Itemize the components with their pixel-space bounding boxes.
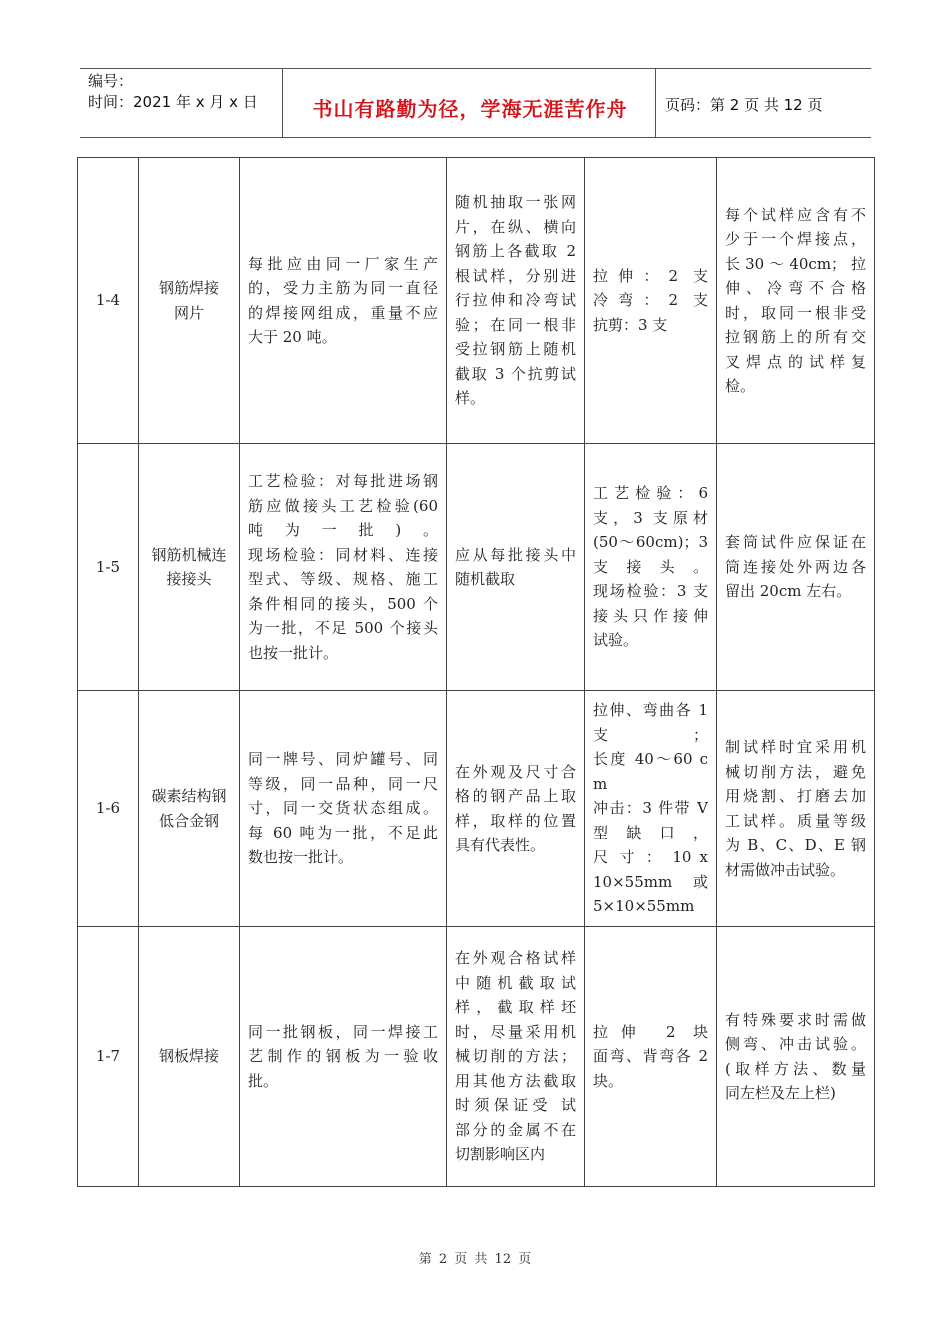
cell-text-line: 时须保证受 试 (455, 1096, 576, 1115)
cell-text-line: 筒连接处外两边各 (725, 557, 866, 576)
cell-text-line: 长 30 ～ 40cm； 拉 (725, 254, 866, 273)
batch-rule-cell (240, 158, 447, 444)
cell-text-line: 现场检验：3 支 (593, 582, 708, 601)
cell-text-line: (50～60cm)；3 (593, 533, 708, 552)
header-page-number: 页码：第 2 页 共 12 页 (665, 96, 823, 114)
cell-text-line: 格的钢产品上取 (455, 787, 576, 805)
cell-text-line: 条件相同的接头，500 个 (248, 594, 438, 613)
cell-text-line: 低合金钢 (158, 811, 219, 830)
cell-text-line: 具有代表性。 (455, 836, 546, 854)
cell-text-line: 尺 寸 ： 10 x (593, 848, 708, 867)
cell-text-line: 工艺检验：对每批进场钢 (248, 472, 438, 490)
cell-text-line: 样，截取样坯 (455, 998, 576, 1017)
cell-text-line: 为 B、C、D、E 钢 (725, 836, 866, 854)
cell-text-line: 截取 3 个抗剪试 (455, 364, 576, 383)
cell-text-line: 抗剪：3 支 (593, 315, 668, 334)
cell-text-line: 在外观及尺寸合 (455, 762, 576, 781)
cell-text-line: 械切削的方法； (455, 1047, 576, 1066)
cell-text-line: 碳素结构钢 (151, 787, 227, 805)
cell-text-line: 样，取样的位置 (455, 811, 576, 830)
cell-text-line: 每批应由同一厂家生产 (248, 254, 438, 273)
table-row (78, 691, 875, 927)
cell-text-line: 同一牌号、同炉罐号、同 (248, 750, 438, 769)
remark-cell (717, 444, 875, 691)
cell-text-line: 型式、等级、规格、施工 (248, 570, 438, 588)
cell-text-line: 钢板焊接 (158, 1047, 219, 1066)
cell-text-line: 械切削方法，避免 (725, 762, 866, 781)
cell-text-line: 每个试样应含有不 (725, 205, 866, 224)
sample-quantity-cell (585, 444, 717, 691)
sampling-method-cell (447, 927, 585, 1187)
cell-text-line: 拉伸、弯曲各 1 (593, 701, 708, 720)
cell-text-line: 切割影响区内 (455, 1145, 546, 1164)
cell-text-line: 钢筋焊接 (158, 279, 219, 297)
cell-text-line: 工试样。质量等级 (725, 811, 866, 830)
cell-text-line: 样。 (455, 389, 486, 408)
page-header (80, 68, 871, 138)
remark-cell (717, 158, 875, 444)
header-divider (282, 69, 283, 137)
cell-text-line: 拉伸：2 支 (593, 266, 708, 285)
cell-text-line: 时，取同一根非受 (725, 303, 866, 322)
cell-text-line: 留出 20cm 左右。 (725, 582, 852, 601)
cell-text-line: 拉钢筋上的所有交 (725, 328, 866, 346)
cell-text-line: 在外观合格试样 (455, 949, 576, 968)
page-footer: 第 2 页 共 12 页 (418, 1252, 532, 1267)
header-slogan: 书山有路勤为径，学海无涯苦作舟 (312, 97, 628, 121)
cell-text-line: 制试样时宜采用机 (725, 738, 866, 756)
cell-text-line: 长度 40～60 cm (593, 750, 708, 793)
cell-text-line: 现场检验：同材料、连接 (248, 545, 438, 564)
cell-text-line: 拉伸 2 块 (593, 1022, 708, 1041)
cell-text-line: 用其他方法截取 (455, 1071, 576, 1090)
cell-text-line: 批。 (248, 1071, 279, 1090)
cell-text-line: 套筒试件应保证在 (725, 533, 866, 552)
cell-text-line: 数也按一批计。 (248, 848, 354, 867)
cell-text-line: 受拉钢筋上随机 (455, 340, 576, 359)
batch-rule-cell (240, 444, 447, 691)
batch-rule-cell (240, 691, 447, 927)
cell-text-line: 支； (593, 725, 708, 744)
sampling-method-cell (447, 444, 585, 691)
material-name-cell (139, 158, 240, 444)
date-label: 时间：2021 年 x 月 x 日 (88, 93, 258, 111)
table-row (78, 158, 875, 444)
cell-text-line: 吨为一批)。 (248, 521, 438, 539)
cell-text-line: 接头只作接伸 (593, 606, 708, 625)
number-label: 编号： (88, 72, 134, 90)
cell-text-line: 同左栏及左上栏) (725, 1084, 836, 1102)
material-name-cell (139, 444, 240, 691)
sample-quantity-cell (585, 158, 717, 444)
sampling-method-cell (447, 691, 585, 927)
cell-text-line: 验；在同一根非 (455, 315, 576, 334)
cell-text-line: 的焊接网组成，重量不应 (248, 303, 438, 322)
sampling-table (77, 157, 875, 1187)
header-divider (655, 69, 656, 137)
sample-quantity-cell (585, 927, 717, 1187)
cell-text-line: 冲击：3 件带 V (593, 799, 708, 818)
cell-text-line: 侧弯、冲击试验。 (725, 1035, 866, 1053)
sample-quantity-cell (585, 691, 717, 927)
material-name-cell (139, 927, 240, 1187)
cell-text-line: 为一批，不足 500 个接头 (248, 619, 438, 637)
cell-text-line: 的，受力主筋为同一直径 (248, 279, 438, 297)
cell-text-line: 也按一批计。 (248, 643, 339, 662)
cell-text-line: 块。 (593, 1071, 624, 1090)
cell-text-line: 试验。 (593, 631, 639, 650)
cell-text-line: 艺制作的钢板为一验收 (248, 1047, 438, 1066)
cell-text-line: 5×10×55mm (593, 897, 695, 916)
cell-text-line: 叉焊点的试样复 (725, 352, 866, 371)
cell-text-line: 行拉伸和冷弯试 (455, 291, 576, 310)
item-number-cell: 1-6 (78, 691, 139, 927)
cell-text-line: 每 60 吨为一批，不足此 (248, 823, 438, 842)
cell-text-line: 用烧割、打磨去加 (725, 787, 866, 805)
remark-cell (717, 691, 875, 927)
cell-text-line: 随机截取 (455, 570, 516, 588)
cell-text-line: 有特殊要求时需做 (725, 1010, 866, 1029)
cell-text-line: 10×55mm 或 (593, 872, 708, 891)
cell-text-line: 接接头 (166, 570, 212, 588)
cell-text-line: 面弯、背弯各 2 (593, 1047, 708, 1066)
cell-text-line: 片，在纵、横向 (455, 217, 576, 236)
item-number-cell: 1-4 (78, 158, 139, 444)
cell-text-line: 材需做冲击试验。 (725, 860, 846, 879)
cell-text-line: 支，3 支原材 (593, 508, 708, 527)
table-body (78, 158, 875, 1187)
item-number-cell: 1-5 (78, 444, 139, 691)
cell-text-line: 中随机截取试 (455, 973, 576, 992)
table-row (78, 444, 875, 691)
item-number-cell: 1-7 (78, 927, 139, 1187)
cell-text-line: 支接头。 (593, 557, 708, 576)
cell-text-line: 部分的金属不在 (455, 1120, 576, 1139)
cell-text-line: 同一批钢板，同一焊接工 (248, 1022, 438, 1041)
cell-text-line: (取样方法、数量 (725, 1059, 866, 1078)
batch-rule-cell (240, 927, 447, 1187)
cell-text-line: 大于 20 吨。 (248, 328, 337, 346)
cell-text-line: 少于一个焊接点， (725, 230, 866, 248)
remark-cell (717, 927, 875, 1187)
cell-text-line: 型缺口， (593, 823, 708, 842)
cell-text-line: 钢筋机械连 (151, 545, 227, 564)
cell-text-line: 检。 (725, 377, 756, 395)
cell-text-line: 应从每批接头中 (455, 545, 576, 564)
table-row (78, 927, 875, 1187)
cell-text-line: 随机抽取一张网 (455, 193, 576, 212)
sampling-method-cell (447, 158, 585, 444)
cell-text-line: 根试样，分别进 (455, 266, 576, 285)
cell-text-line: 伸、冷弯不合格 (725, 279, 866, 297)
cell-text-line: 冷弯：2 支 (593, 291, 708, 310)
cell-text-line: 时，尽量采用机 (455, 1022, 576, 1041)
cell-text-line: 寸，同一交货状态组成。 (248, 799, 438, 818)
cell-text-line: 等级，同一品种，同一尺 (248, 774, 438, 793)
material-name-cell (139, 691, 240, 927)
document-meta (88, 71, 258, 113)
cell-text-line: 钢筋上各截取 2 (455, 242, 576, 261)
cell-text-line: 网片 (173, 303, 204, 322)
cell-text-line: 筋应做接头工艺检验(60 (248, 496, 438, 515)
cell-text-line: 工艺检验：6 (593, 484, 708, 503)
